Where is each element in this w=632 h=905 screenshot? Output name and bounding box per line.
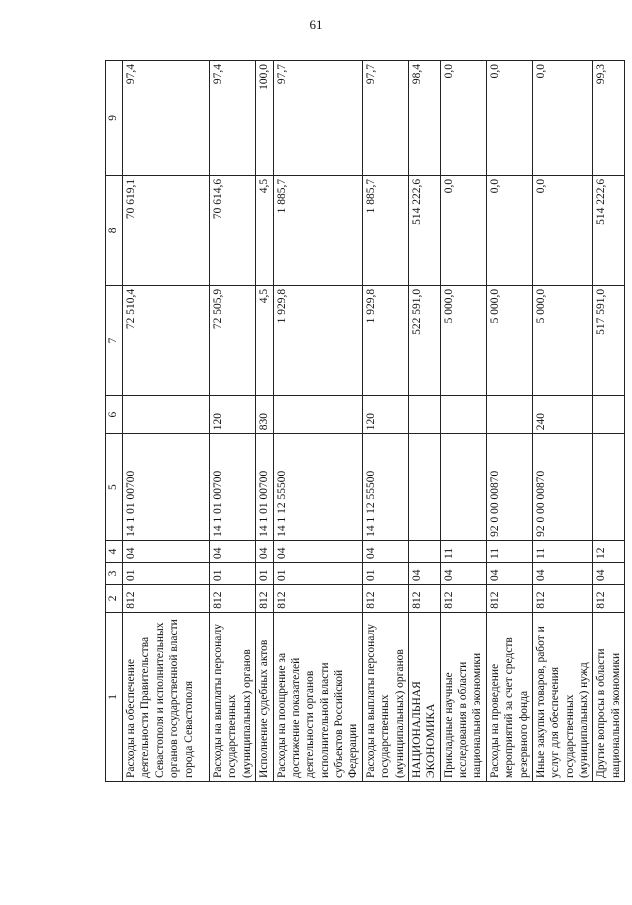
table-cell: 01	[210, 562, 256, 584]
table-cell: 0,0	[486, 61, 532, 176]
row-label: Прикладные научные исследования в области национальной экономики	[440, 612, 486, 781]
table-cell: 97,4	[210, 61, 256, 176]
column-header: 2	[106, 584, 123, 612]
row-label: Расходы на обеспечение деятельности Правительства Севастополя и исполнительных органов государственной власти города Севастополя	[123, 612, 210, 781]
table-cell: 92 0 00 00870	[532, 434, 593, 541]
table-cell: 812	[123, 584, 210, 612]
table-cell: 830	[256, 396, 273, 434]
row-label: Расходы на выплаты персоналу государственных (муниципальных) органов	[210, 612, 256, 781]
table-cell	[408, 434, 440, 541]
column-header: 5	[106, 434, 123, 541]
table-row	[532, 61, 593, 782]
table-cell: 120	[362, 396, 408, 434]
table-cell: 4,5	[256, 175, 273, 285]
table-row	[408, 61, 440, 782]
table-cell: 04	[123, 540, 210, 562]
rotated-table-area	[105, 60, 622, 782]
budget-table	[105, 60, 625, 782]
table-cell: 1 929,8	[362, 285, 408, 395]
table-cell	[123, 396, 210, 434]
table-row	[440, 61, 486, 782]
table-cell: 99,3	[593, 61, 625, 176]
table-cell: 04	[486, 562, 532, 584]
table-cell: 01	[256, 562, 273, 584]
table-cell	[408, 396, 440, 434]
table-cell: 12	[593, 540, 625, 562]
table-cell: 812	[362, 584, 408, 612]
column-header: 8	[106, 175, 123, 285]
table-cell: 1 885,7	[362, 175, 408, 285]
table-cell: 812	[210, 584, 256, 612]
row-label: Расходы на проведение мероприятий за счет средств резервного фонда	[486, 612, 532, 781]
column-header: 1	[106, 612, 123, 781]
table-cell: 514 222,6	[593, 175, 625, 285]
table-cell: 14 1 12 55500	[273, 434, 362, 541]
table-cell: 04	[362, 540, 408, 562]
row-label: Другие вопросы в области национальной экономики	[593, 612, 625, 781]
table-cell: 812	[486, 584, 532, 612]
table-cell	[440, 396, 486, 434]
table-cell: 100,0	[256, 61, 273, 176]
table-cell: 01	[273, 562, 362, 584]
table-row	[362, 61, 408, 782]
table-cell	[593, 434, 625, 541]
table-cell: 04	[532, 562, 593, 584]
table-cell: 1 929,8	[273, 285, 362, 395]
table-cell	[273, 396, 362, 434]
table-cell: 04	[256, 540, 273, 562]
table-cell: 5 000,0	[440, 285, 486, 395]
page-number: 61	[309, 17, 323, 32]
table-cell: 72 505,9	[210, 285, 256, 395]
table-cell: 04	[593, 562, 625, 584]
table-cell: 01	[123, 562, 210, 584]
table-cell: 522 591,0	[408, 285, 440, 395]
table-cell: 812	[532, 584, 593, 612]
table-cell: 0,0	[440, 61, 486, 176]
column-header: 4	[106, 540, 123, 562]
table-cell: 04	[210, 540, 256, 562]
table-cell: 240	[532, 396, 593, 434]
table-cell	[486, 396, 532, 434]
table-row	[486, 61, 532, 782]
table-cell: 5 000,0	[532, 285, 593, 395]
column-header: 6	[106, 396, 123, 434]
table-cell: 72 510,4	[123, 285, 210, 395]
header-row	[106, 61, 123, 782]
row-label: Расходы на выплаты персоналу государственных (муниципальных) органов	[362, 612, 408, 781]
table-row	[593, 61, 625, 782]
table-row	[123, 61, 210, 782]
row-label: НАЦИОНАЛЬНАЯ ЭКОНОМИКА	[408, 612, 440, 781]
table-cell: 812	[593, 584, 625, 612]
column-header: 7	[106, 285, 123, 395]
table-cell: 14 1 12 55500	[362, 434, 408, 541]
table-cell: 120	[210, 396, 256, 434]
table-cell: 514 222,6	[408, 175, 440, 285]
table-cell: 97,7	[362, 61, 408, 176]
table-cell: 92 0 00 00870	[486, 434, 532, 541]
table-cell: 11	[440, 540, 486, 562]
table-cell: 01	[362, 562, 408, 584]
table-cell	[408, 540, 440, 562]
table-wrapper	[105, 60, 622, 782]
table-row	[210, 61, 256, 782]
column-header: 3	[106, 562, 123, 584]
table-cell: 04	[408, 562, 440, 584]
table-cell: 0,0	[486, 175, 532, 285]
table-cell: 812	[256, 584, 273, 612]
table-cell: 812	[273, 584, 362, 612]
row-label: Расходы на поощрение за достижение показателей деятельности органов исполнительной власти субъектов Российской Федерации	[273, 612, 362, 781]
table-cell: 4,5	[256, 285, 273, 395]
table-cell: 0,0	[440, 175, 486, 285]
table-row	[273, 61, 362, 782]
table-cell: 70 614,6	[210, 175, 256, 285]
table-cell: 11	[486, 540, 532, 562]
table-cell	[440, 434, 486, 541]
table-cell: 1 885,7	[273, 175, 362, 285]
row-label: Иные закупки товаров, работ и услуг для обеспечения государственных (муниципальных) нужд	[532, 612, 593, 781]
table-cell: 5 000,0	[486, 285, 532, 395]
table-cell: 11	[532, 540, 593, 562]
table-cell: 0,0	[532, 61, 593, 176]
row-label: Исполнение судебных актов	[256, 612, 273, 781]
table-cell: 0,0	[532, 175, 593, 285]
table-cell: 98,4	[408, 61, 440, 176]
table-cell	[593, 396, 625, 434]
table-cell: 812	[440, 584, 486, 612]
table-cell: 14 1 01 00700	[210, 434, 256, 541]
table-row	[256, 61, 273, 782]
table-cell: 04	[440, 562, 486, 584]
table-cell: 14 1 01 00700	[256, 434, 273, 541]
table-cell: 97,7	[273, 61, 362, 176]
table-cell: 04	[273, 540, 362, 562]
column-header: 9	[106, 61, 123, 176]
table-cell: 517 591,0	[593, 285, 625, 395]
table-cell: 812	[408, 584, 440, 612]
table-cell: 70 619,1	[123, 175, 210, 285]
table-cell: 97,4	[123, 61, 210, 176]
table-cell: 14 1 01 00700	[123, 434, 210, 541]
